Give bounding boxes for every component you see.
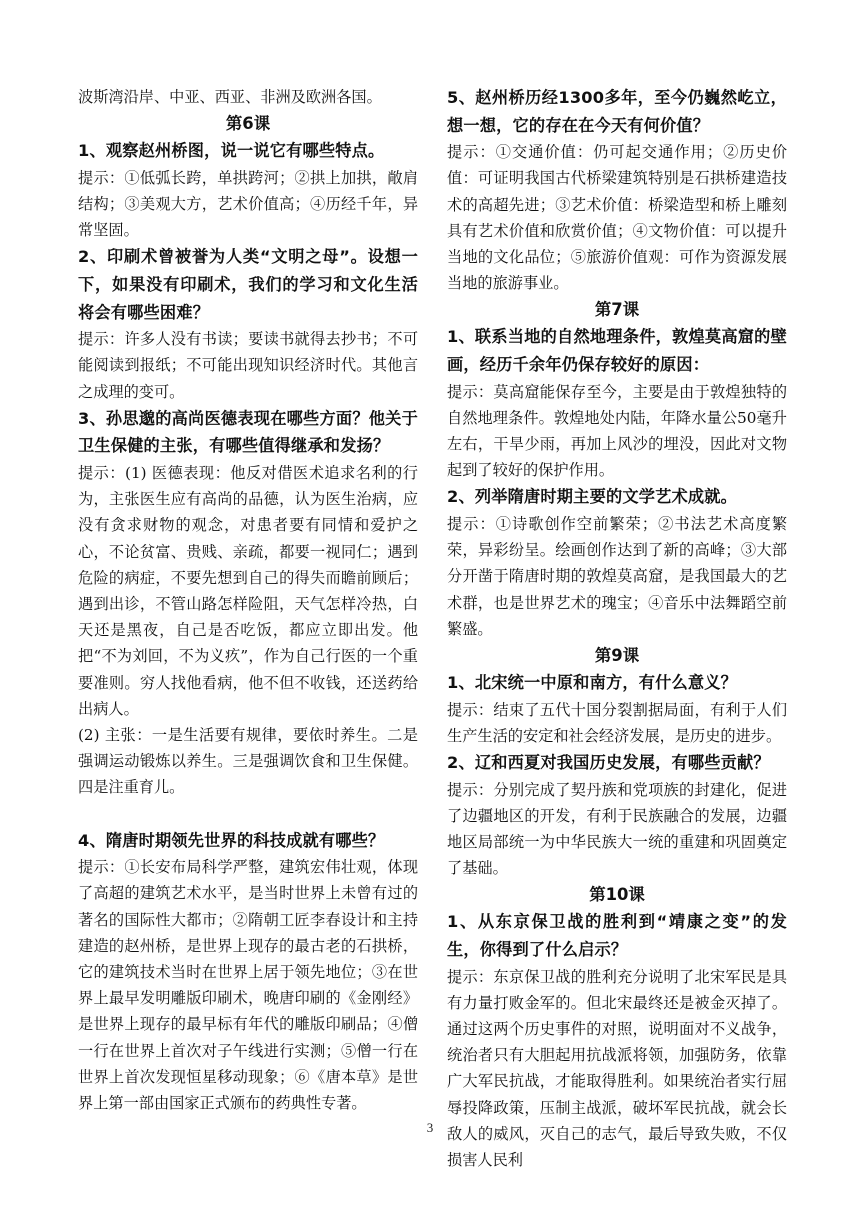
answer-10-1: 提示：东京保卫战的胜利充分说明了北宋军民是具有力量打败金军的。但北宋最终还是被金灭掉了。通过这两个历史事件的对照，说明面对不义战争，统治者只有大胆起用抗战派将领，加强防务，依靠广大军民抗战，才能取得胜利。如果统治者实行屈辱投降政策，压制主战派，破坏军民抗战，就会长敌人的威风，灭自己的志气，最后导致失败，不仅损害人民利 [447,967,787,1170]
question-9-2: 2、辽和西夏对我国历史发展，有哪些贡献？ [447,753,770,773]
right-column [447,84,787,1173]
answer-6-4: 提示：①长安布局科学严整，建筑宏伟壮观，体现了高超的建筑艺术水平，是当时世界上未曾有过的著名的国际性大都市；②隋朝工匠李春设计和主持建造的赵州桥，是世界上现存的最古老的石拱桥，它的建筑技术当时在世界上居于领先地位；③在世界上最早发明雕版印刷术，晚唐印刷的《金刚经》是世界上现存的最早标有年代的雕版印刷品；④僧一行在世界上首次对子午线进行实测；⑤僧一行在世界上首次发现恒星移动现象；⑥《唐本草》是世界上第一部由国家正式颁布的药典性专著。 [78,858,418,1113]
answer-9-1: 提示：结束了五代十国分裂割据局面，有利于人们生产生活的安定和社会经济发展，是历史的进步。 [447,700,787,745]
answer-6-3-part2: (2) 主张：一是生活要有规律，要依时养生。二是强调运动锻炼以养生。三是强调饮食和卫生保健。四是注重育儿。 [78,726,418,797]
answer-9-2: 提示：分别完成了契丹族和党项族的封建化，促进了边疆地区的开发，有利于民族融合的发展，边疆地区局部统一为中华民族大一统的重建和巩固奠定了基础。 [447,780,787,878]
question-6-1: 1、观察赵州桥图，说一说它有哪些特点。 [78,141,385,161]
answer-7-2: 提示：①诗歌创作空前繁荣；②书法艺术高度繁荣，异彩纷呈。绘画创作达到了新的高峰；③大部分开凿于隋唐时期的敦煌莫高窟，是我国最大的艺术群，也是世界艺术的瑰宝；④音乐中法舞蹈空前繁盛。 [447,515,787,638]
answer-6-1: 提示：①低弧长跨，单拱跨河；②拱上加拱，敞肩结构；③美观大方，艺术价值高；④历经千年，异常坚固。 [78,168,418,240]
answer-6-5: 提示：①交通价值：仍可起交通作用；②历史价值：可证明我国古代桥梁建筑特别是石拱桥建造技术的高超先进；③艺术价值：桥梁造型和桥上雕刻具有艺术价值和欣赏价值；④文物价值：可以提升当地的文化品位；⑤旅游价值观：可作为资源发展当地的旅游事业。 [447,143,787,293]
answer-6-2: 提示：许多人没有书读；要读书就得去抄书；不可能阅读到报纸；不可能出现知识经济时代。其他言之成理的变可。 [78,330,418,401]
question-6-3: 3、孙思邈的高尚医德表现在哪些方面？他关于卫生保健的主张，有哪些值得继承和发扬？ [78,408,418,456]
question-7-1: 1、联系当地的自然地理条件，敦煌莫高窟的壁画，经历千余年仍保存较好的原因： [447,327,787,374]
question-6-2: 2、印刷术曾被誉为人类“文明之母”。设想一下，如果没有印刷术，我们的学习和文化生活将会有哪些困难？ [78,247,418,322]
question-10-1: 1、从东京保卫战的胜利到“靖康之变”的发生，你得到了什么启示？ [447,912,787,960]
answer-6-3-part1: 提示：(1) 医德表现：他反对借医术追求名利的行为，主张医生应有高尚的品德，认为医生治病，应没有贪求财物的观念，对患者要有同情和爱护之心，不论贫富、贵贱、亲疏，都要一视同仁；遇到危险的病症，不要先想到自己的得失而瞻前顾后；遇到出诊，不管山路怎样险阻，天气怎样冷热，白天还是黑夜，自己是否吃饭，都应立即出发。他把“不为刘回，不为义疚”，作为自己行医的一个重要准则。穷人找他看病，他不但不收钱，还送药给出病人。 [78,463,418,718]
lesson-10-heading: 第10课 [589,885,645,905]
continuation-text: 波斯湾沿岸、中亚、西亚、非洲及欧洲各国。 [78,88,382,106]
answer-7-1: 提示：莫高窟能保存至今，主要是由于敦煌独特的自然地理条件。敦煌地处内陆，年降水量公50毫升左右，干旱少雨，再加上风沙的埋没，因此对文物起到了较好的保护作用。 [447,382,787,480]
question-6-4: 4、隋唐时期领先世界的科技成就有哪些？ [78,830,385,850]
lesson-6-heading: 第6课 [225,114,271,134]
question-7-2: 2、列举隋唐时期主要的文学艺术成就。 [447,487,738,507]
spacer [78,801,418,827]
page-number: 3 [426,1120,434,1135]
lesson-9-heading: 第9课 [594,646,640,666]
left-column [78,84,418,1116]
lesson-7-heading: 第7课 [594,300,640,320]
question-6-5: 5、赵州桥历经1300多年，至今仍巍然屹立，想一想，它的存在在今天有何价值？ [447,88,787,135]
question-9-1: 1、北宋统一中原和南方，有什么意义？ [447,673,738,693]
